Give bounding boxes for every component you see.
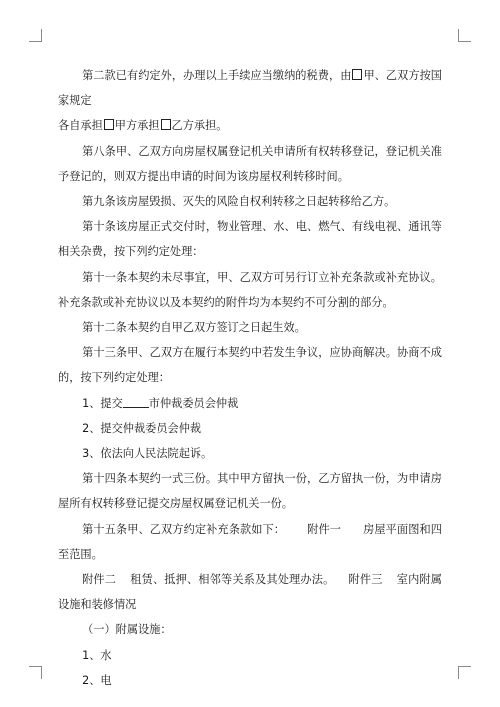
text: 市仲裁委员会仲裁 bbox=[148, 396, 239, 410]
option-1-arbitration bbox=[58, 391, 442, 416]
crop-mark-top-right bbox=[458, 29, 471, 42]
section-ancillary-facilities: （一）附属设施： bbox=[82, 623, 172, 637]
text: 第十五条甲、乙双方约定补充条款如下： bbox=[82, 522, 286, 536]
paragraph-attachments bbox=[58, 567, 442, 617]
paragraph-article-10: 第十条该房屋正式交付时，物业管理、水、电、燃气、有线电视、通讯等相关杂费，按下列约定处理： bbox=[58, 220, 442, 259]
checkbox bbox=[104, 119, 114, 130]
item-water: 1、水 bbox=[82, 648, 112, 662]
crop-mark-bottom-left bbox=[29, 666, 42, 679]
document-body bbox=[58, 63, 442, 693]
text: 附件二 bbox=[82, 573, 117, 587]
paragraph-article-15 bbox=[58, 517, 442, 567]
item-electricity: 2、电 bbox=[82, 673, 112, 687]
text: 1、提交 bbox=[82, 396, 123, 410]
checkbox bbox=[161, 119, 171, 130]
paragraph-article-8: 第八条甲、乙双方向房屋权属登记机关申请所有权转移登记，登记机关准予登记的，则双方提出申请的时间为该房屋权利转移时间。 bbox=[58, 144, 442, 183]
text: 甲方承担 bbox=[114, 119, 160, 133]
paragraph-tax-clause bbox=[58, 63, 442, 139]
paragraph-article-14: 第十四条本契约一式三份。其中甲方留执一份，乙方留执一份，为申请房屋所有权转移登记提交房屋权属登记机关一份。 bbox=[58, 472, 442, 511]
checkbox bbox=[352, 69, 362, 80]
fill-in-blank bbox=[123, 396, 149, 408]
text: 附件一 bbox=[307, 522, 342, 536]
text: 附件三 bbox=[348, 573, 383, 587]
paragraph-article-9: 第九条该房屋毁损、灭失的风险自权利转移之日起转移给乙方。 bbox=[82, 195, 396, 209]
text: 各自承担 bbox=[58, 119, 103, 133]
option-3-court: 3、依法向人民法院起诉。 bbox=[82, 447, 213, 461]
text: 乙方承担。 bbox=[171, 119, 228, 133]
crop-mark-top-left bbox=[29, 29, 42, 42]
paragraph-article-11: 第十一条本契约未尽事宜，甲、乙双方可另行订立补充条款或补充协议。补充条款或补充协议以及本契约的附件均为本契约不可分割的部分。 bbox=[58, 270, 442, 309]
text: 第二款已有约定外，办理以上手续应当缴纳的税费，由 bbox=[82, 69, 352, 82]
text: 甲、乙双方按国家规定 bbox=[58, 69, 442, 108]
crop-mark-bottom-right bbox=[458, 666, 471, 679]
text: 室内附属设施和装修情况 bbox=[58, 573, 442, 612]
text: 租赁、抵押、相邻等关系及其处理办法。 bbox=[130, 573, 335, 587]
text: 房屋平面图和四至范围。 bbox=[58, 522, 442, 561]
option-2-arbitration: 2、提交仲裁委员会仲裁 bbox=[82, 421, 202, 435]
paragraph-article-13: 第十三条甲、乙双方在履行本契约中若发生争议，应协商解决。协商不成的，按下列约定处理： bbox=[58, 346, 442, 385]
paragraph-article-12: 第十二条本契约自甲乙双方签订之日起生效。 bbox=[82, 321, 306, 335]
